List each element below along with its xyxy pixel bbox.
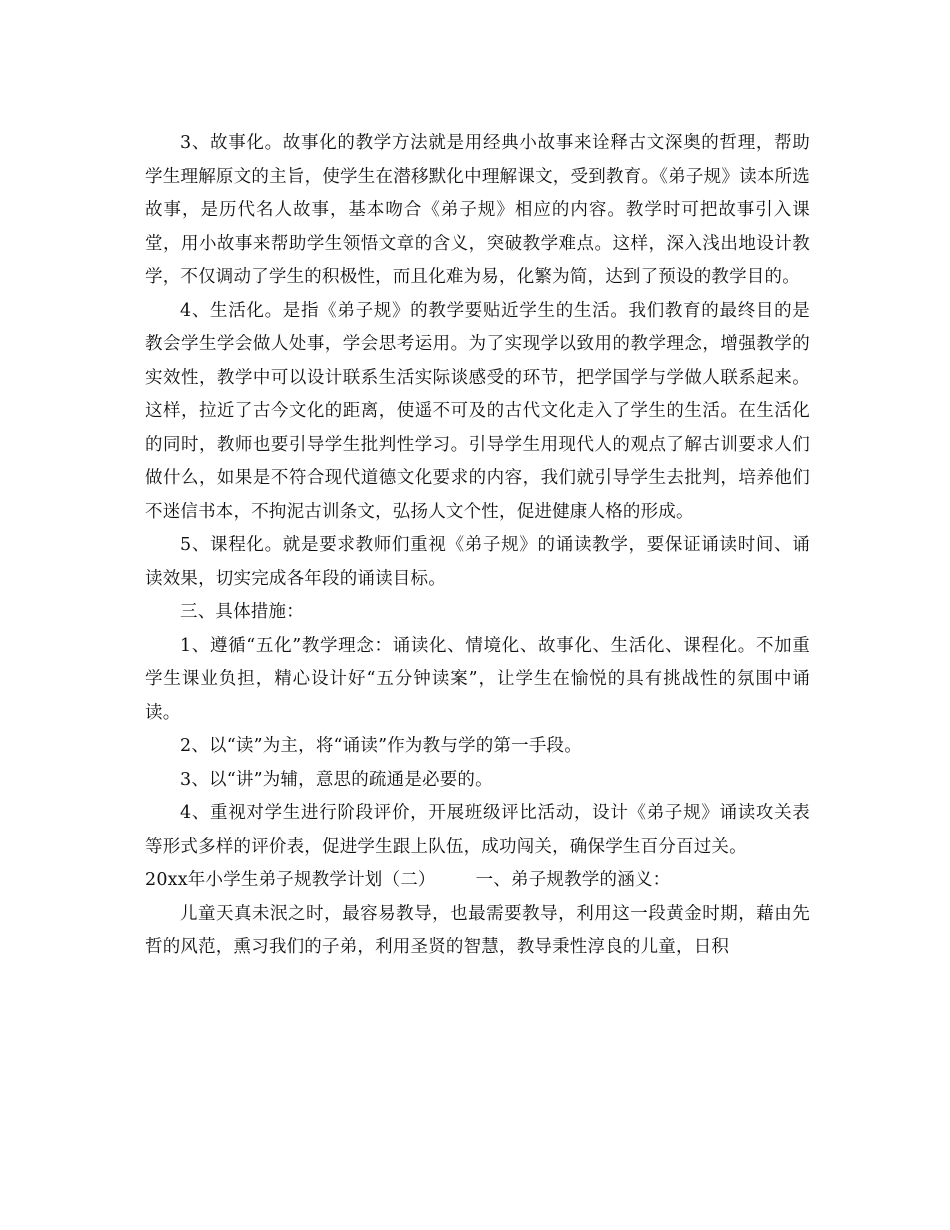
section-heading-meaning: 一、弟子规教学的涵义：	[475, 870, 671, 890]
paragraph-measure-3: 3、以“讲”为辅，意思的疏通是必要的。	[180, 769, 493, 790]
plan-heading-line	[145, 864, 810, 898]
paragraph-measure-4: 4、重视对学生进行阶段评价，开展班级评比活动，设计《弟子规》诵读攻关表等形式多样的评价表，促进学生跟上队伍，成功闯关，确保学生百分百过关。	[145, 803, 810, 857]
paragraph-storytelling: 3、故事化。故事化的教学方法就是用经典小故事来诠释古文深奥的哲理，帮助学生理解原文的主旨，使学生在潜移默化中理解课文，受到教育。《弟子规》读本所选故事，是历代名人故事，基本吻合《弟子规》相应的内容。教学时可把故事引入课堂，用小故事来帮助学生领悟文章的含义，突破教学难点。这样，深入浅出地设计教学，不仅调动了学生的积极性，而且化难为易，化繁为简，达到了预设的教学目的。	[145, 133, 810, 287]
paragraph-children-education: 儿童天真未泯之时，最容易教导，也最需要教导，利用这一段黄金时期，藉由先哲的风范，熏习我们的子弟，利用圣贤的智慧，教导秉性淳良的儿童，日积	[145, 903, 810, 957]
paragraph-measure-2: 2、以“读”为主，将“诵读”作为教与学的第一手段。	[180, 736, 582, 756]
plan-title: 20xx年小学生弟子规教学计划（二）	[145, 870, 436, 890]
document-body	[145, 127, 810, 965]
paragraph-curriculum: 5、课程化。就是要求教师们重视《弟子规》的诵读教学，要保证诵读时间、诵读效果，切实完成各年段的诵读目标。	[145, 535, 810, 589]
section-heading-measures: 三、具体措施：	[180, 602, 304, 622]
paragraph-measure-1: 1、遵循“五化”教学理念：诵读化、情境化、故事化、生活化、课程化。不加重学生课业负担，精心设计好“五分钟读案”，让学生在愉悦的具有挑战性的氛围中诵读。	[145, 635, 810, 723]
paragraph-daily-life: 4、生活化。是指《弟子规》的教学要贴近学生的生活。我们教育的最终目的是教会学生学会做人处事，学会思考运用。为了实现学以致用的教学理念，增强教学的实效性，教学中可以设计联系生活实际谈感受的环节，把学国学与学做人联系起来。这样，拉近了古今文化的距离，使遥不可及的古代文化走入了学生的生活。在生活化的同时，教师也要引导学生批判性学习。引导学生用现代人的观点了解古训要求人们做什么，如果是不符合现代道德文化要求的内容，我们就引导学生去批判，培养他们不迷信书本，不拘泥古训条文，弘扬人文个性，促进健康人格的形成。	[145, 300, 810, 522]
